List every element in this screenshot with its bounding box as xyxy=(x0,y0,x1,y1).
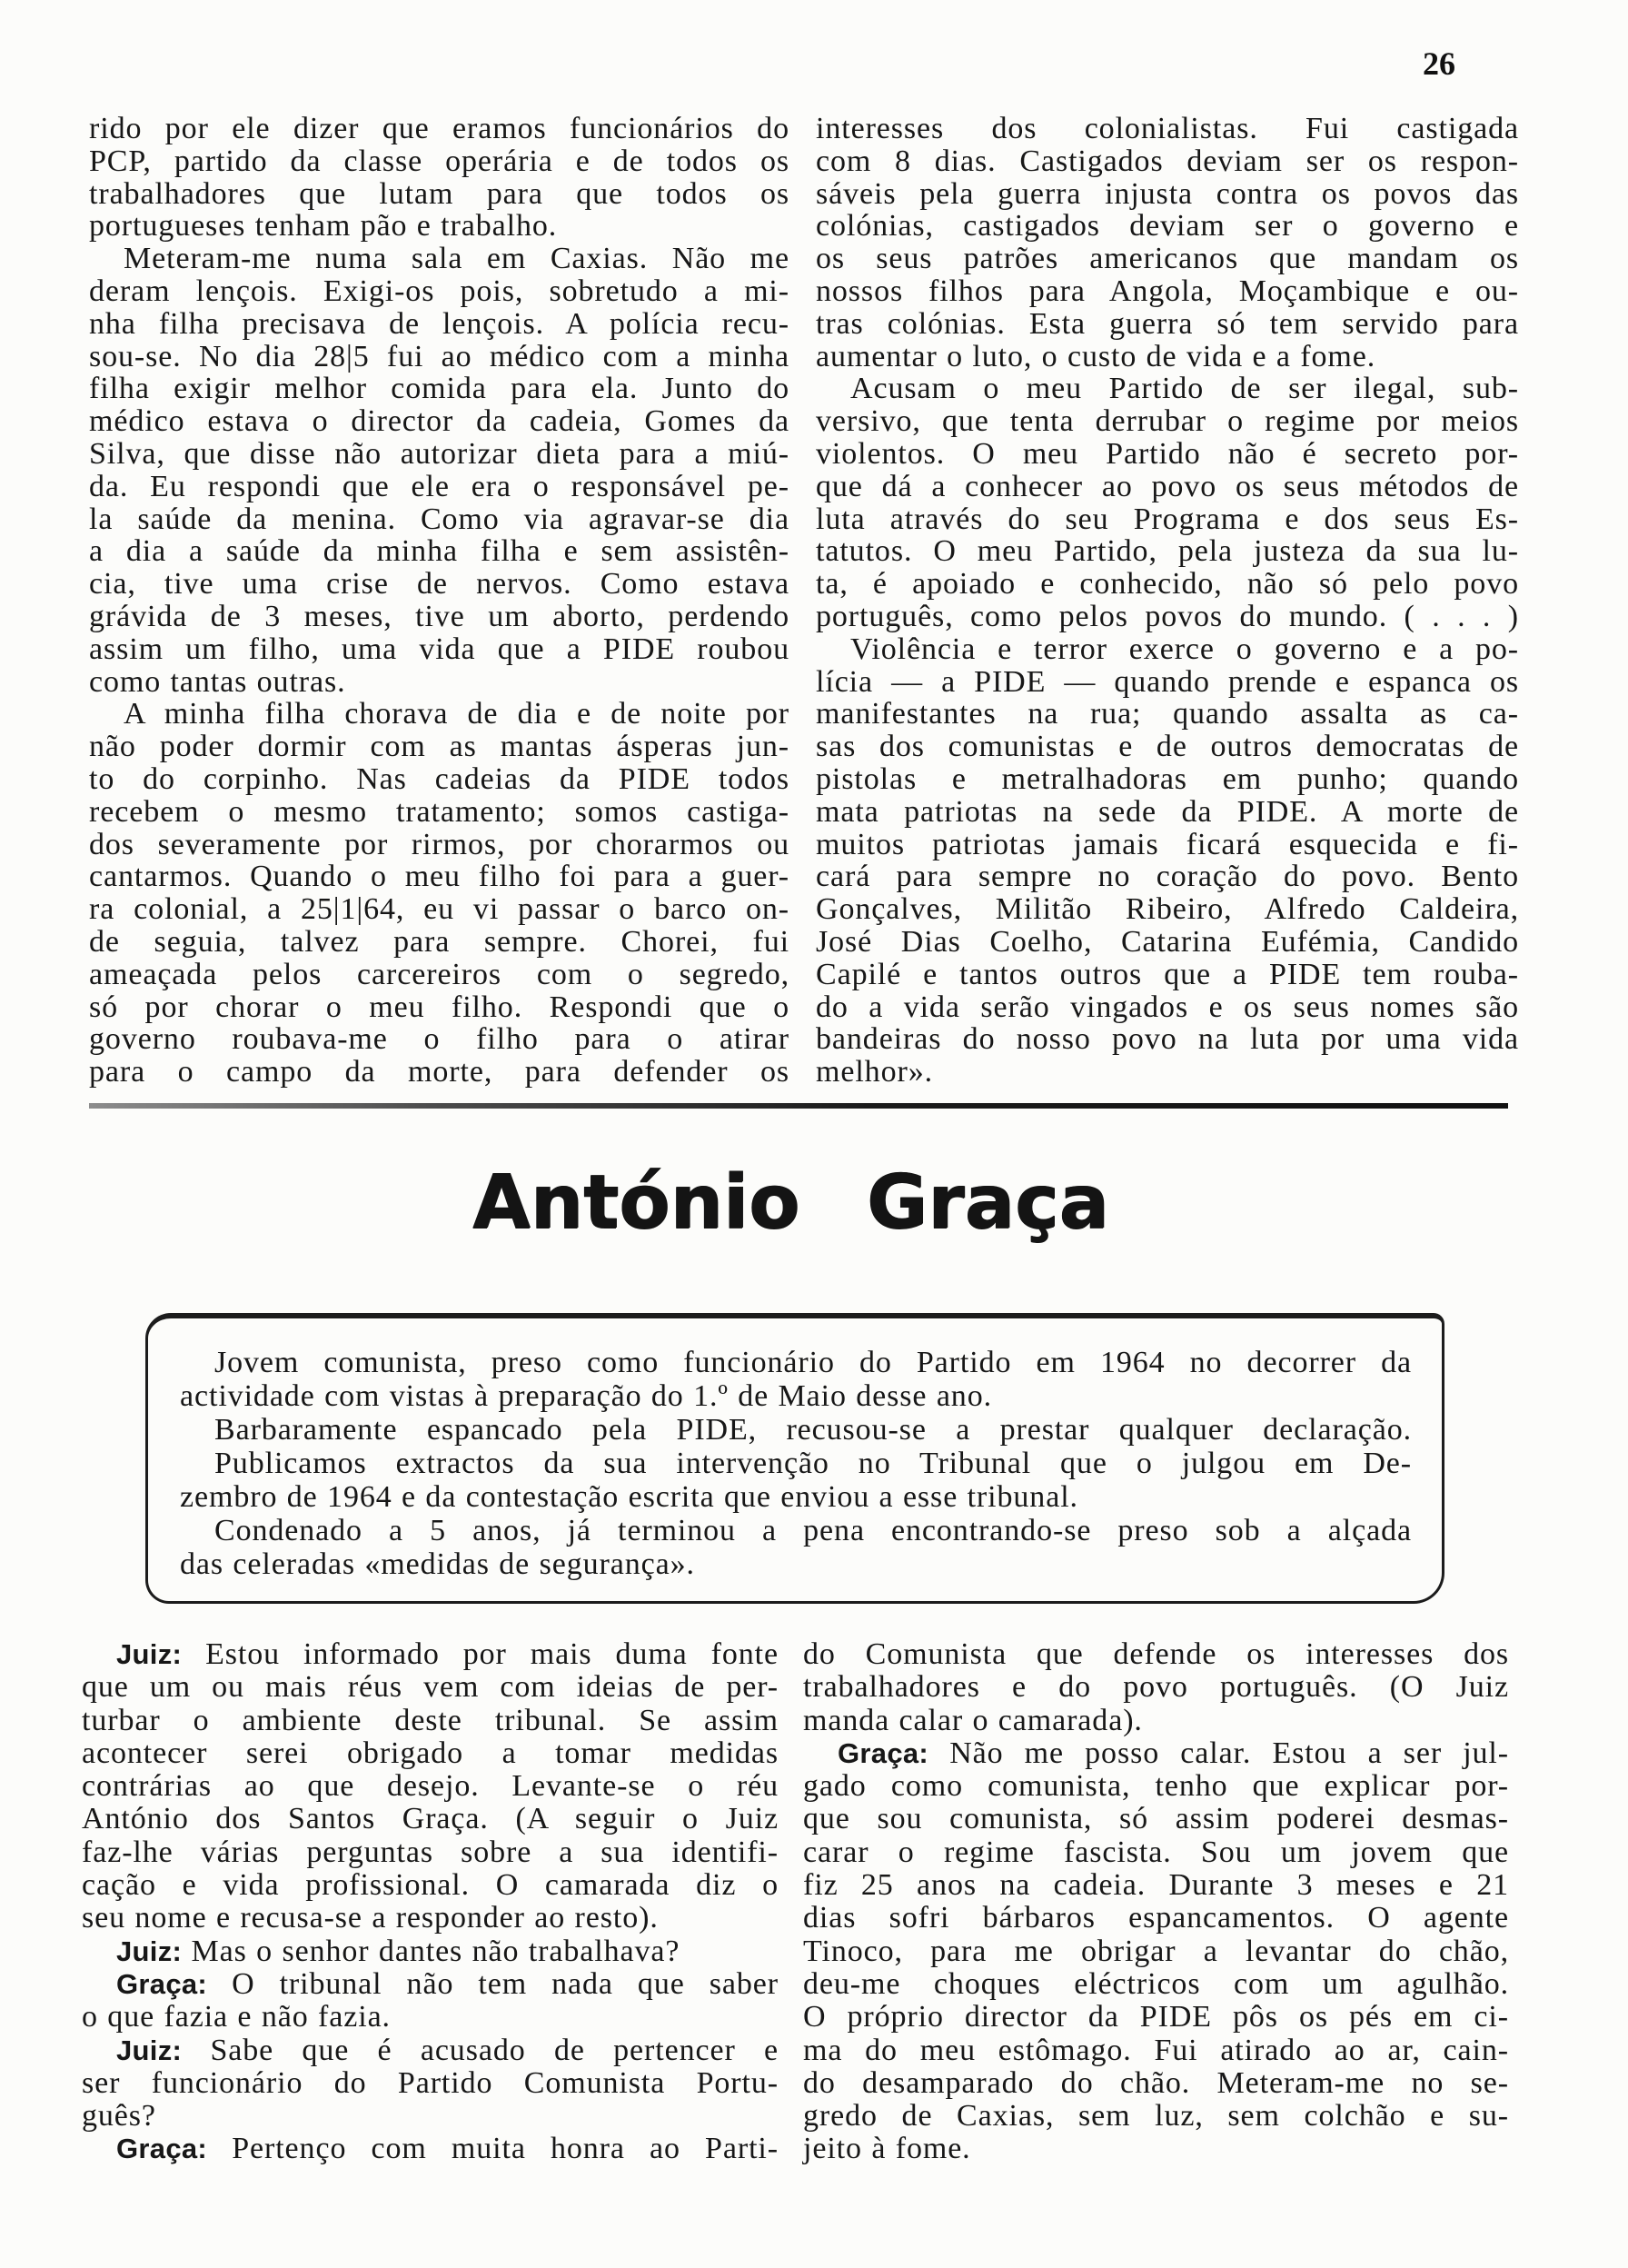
section-1-left-column xyxy=(89,113,789,1089)
line-text: de seguia, talvez para sempre. Chorei, fui xyxy=(89,924,789,959)
line-text: A minha filha chorava de dia e de noite por xyxy=(124,697,789,731)
dialogue-paragraph xyxy=(82,2133,779,2165)
text-line xyxy=(89,178,789,211)
line-text: rido por ele dizer que eramos funcionários do xyxy=(89,112,789,145)
text-line xyxy=(816,243,1519,275)
line-text: do a vida serão vingados e os seus nomes são xyxy=(816,990,1519,1024)
line-text: recebem o mesmo tratamento; somos castiga- xyxy=(89,794,789,829)
text-line xyxy=(89,275,789,308)
paragraph xyxy=(89,243,789,698)
line-text: médico estava o director da cadeia, Gomes da xyxy=(89,404,789,439)
paragraph xyxy=(803,1638,1509,1737)
text-line xyxy=(816,860,1519,893)
text-line xyxy=(816,471,1519,503)
line-text: ra colonial, a 25|1|64, eu vi passar o barco on- xyxy=(89,892,789,927)
dialogue-paragraph xyxy=(82,1638,779,1935)
line-text: português, como pelos povos do mundo. ( . . . ) xyxy=(816,599,1519,633)
text-line xyxy=(89,471,789,503)
line-text: faz-lhe várias perguntas sobre a sua identifi- xyxy=(82,1835,779,1869)
text-line xyxy=(89,601,789,633)
dialogue-paragraph xyxy=(82,1935,779,1968)
text-line xyxy=(816,633,1519,666)
line-text: Barbaramente espancado pela PIDE, recusou-se a prestar qualquer declaração. xyxy=(214,1413,1412,1447)
speaker-label: Juiz: xyxy=(116,1638,183,1670)
text-line xyxy=(89,568,789,601)
text-line xyxy=(82,1671,779,1704)
line-text: António dos Santos Graça. (A seguir o Juiz xyxy=(82,1802,779,1836)
text-line xyxy=(89,341,789,373)
text-line xyxy=(803,1869,1509,1902)
text-line xyxy=(89,243,789,275)
text-line xyxy=(89,633,789,666)
line-text: os seus patrões americanos que mandam os xyxy=(816,242,1519,276)
text-line xyxy=(82,2100,779,2133)
line-text: não poder dormir com as mantas ásperas jun- xyxy=(89,730,789,764)
line-text: pistolas e metralhadoras em punho; quando xyxy=(816,761,1519,796)
line-text: lícia — a PIDE — quando prende e espanca os xyxy=(816,664,1519,699)
line-text: com 8 dias. Castigados deviam ser os respon- xyxy=(816,144,1519,178)
line-text: Condenado a 5 anos, já terminou a pena encontrando-se preso sob a alçada xyxy=(214,1514,1412,1547)
line-text: como tantas outras. xyxy=(89,664,346,699)
text-line xyxy=(82,1869,779,1902)
line-text: trabalhadores que lutam para que todos os xyxy=(89,176,789,211)
line-text: O próprio director da PIDE pôs os pés em ci- xyxy=(803,2000,1509,2034)
line-text: cação e vida profissional. O camarada diz o xyxy=(82,1868,779,1903)
text-line xyxy=(816,308,1519,341)
text-line xyxy=(816,178,1519,211)
dialogue-paragraph xyxy=(803,1737,1509,2166)
text-line xyxy=(816,113,1519,145)
line-text: tras colónias. Esta guerra só tem servido para xyxy=(816,306,1519,341)
text-line xyxy=(89,145,789,178)
text-line xyxy=(816,535,1519,568)
line-text: manda calar o camarada). xyxy=(803,1703,1143,1737)
text-line xyxy=(82,1737,779,1770)
line-text: bandeiras do nosso povo na luta por uma vida xyxy=(816,1022,1519,1057)
text-line xyxy=(816,698,1519,731)
line-text: aumentar o luto, o custo de vida e a fome. xyxy=(816,339,1376,373)
line-text: carar o regime fascista. Sou um jovem que xyxy=(803,1835,1509,1869)
paragraph xyxy=(816,633,1519,1089)
paragraph xyxy=(816,113,1519,373)
text-line xyxy=(89,991,789,1024)
text-line xyxy=(82,1935,779,1968)
text-line xyxy=(816,210,1519,243)
paragraph xyxy=(180,1514,1412,1581)
text-line xyxy=(816,373,1519,405)
line-text: actividade com vistas à preparação do 1.º de Maio desse ano. xyxy=(180,1379,993,1413)
paragraph xyxy=(180,1447,1412,1514)
line-text: filha exigir melhor comida para ela. Junto do xyxy=(89,372,789,406)
text-line xyxy=(816,341,1519,373)
speaker-label: Graça: xyxy=(116,1967,208,2000)
text-line xyxy=(89,796,789,829)
paragraph xyxy=(180,1346,1412,1413)
line-text: trabalhadores e do povo português. (O Juiz xyxy=(803,1670,1509,1705)
text-line xyxy=(89,698,789,731)
text-line xyxy=(89,210,789,243)
line-text: versivo, que tenta derrubar o regime por meios xyxy=(816,404,1519,439)
line-text: Capilé e tantos outros que a PIDE tem rouba- xyxy=(816,957,1519,991)
text-line xyxy=(803,2001,1509,2034)
text-line xyxy=(803,2067,1509,2100)
line-text: deram lençois. Exigi-os pois, sobretudo a mi- xyxy=(89,274,789,308)
text-line xyxy=(89,926,789,959)
text-line xyxy=(180,1480,1412,1514)
text-line xyxy=(82,2034,779,2067)
line-text: muitos patriotas jamais ficará esquecida e fi- xyxy=(816,827,1519,861)
line-text: do desamparado do chão. Meteram-me no se- xyxy=(803,2065,1509,2100)
line-text: Tinoco, para me obrigar a levantar do chão, xyxy=(803,1934,1509,1968)
line-text: turbar o ambiente deste tribunal. Se assim xyxy=(82,1703,779,1737)
text-line xyxy=(89,893,789,926)
line-text: tatutos. O meu Partido, pela justeza da sua lu- xyxy=(816,534,1519,569)
text-line xyxy=(816,893,1519,926)
line-text: Não me posso calar. Estou a ser jul- xyxy=(949,1736,1510,1770)
text-line xyxy=(180,1413,1412,1447)
text-line xyxy=(89,860,789,893)
line-text: da. Eu respondi que ele era o responsável pe- xyxy=(89,469,789,503)
text-line xyxy=(89,1056,789,1089)
line-text: guês? xyxy=(82,2099,156,2134)
text-line xyxy=(89,666,789,699)
speaker-label: Graça: xyxy=(838,1736,929,1769)
text-line xyxy=(816,796,1519,829)
line-text: manifestantes na rua; quando assalta as ca- xyxy=(816,697,1519,731)
text-line xyxy=(803,1968,1509,2001)
paragraph xyxy=(816,373,1519,632)
text-line xyxy=(89,373,789,405)
line-text: luta através do seu Programa e dos seus Es- xyxy=(816,502,1519,536)
speaker-label: Juiz: xyxy=(116,1935,183,1967)
paragraph xyxy=(89,698,789,1089)
line-text: to do corpinho. Nas cadeias da PIDE todos xyxy=(89,761,789,796)
section-divider-rule xyxy=(89,1103,1508,1109)
line-text: assim um filho, uma vida que a PIDE roubou xyxy=(89,632,789,666)
intro-box-text xyxy=(180,1346,1412,1581)
text-line xyxy=(816,601,1519,633)
text-line xyxy=(816,763,1519,796)
text-line xyxy=(803,1705,1509,1737)
text-line xyxy=(89,763,789,796)
article-left-column xyxy=(82,1638,779,2166)
text-line xyxy=(816,405,1519,438)
line-text: Gonçalves, Militão Ribeiro, Alfredo Caldeira, xyxy=(816,892,1519,927)
text-line xyxy=(816,666,1519,699)
line-text: do Comunista que defende os interesses dos xyxy=(803,1637,1509,1671)
article-title: António Graça xyxy=(472,1159,1109,1246)
line-text: jeito à fome. xyxy=(803,2132,971,2166)
line-text: Sabe que é acusado de pertencer e xyxy=(210,2033,779,2067)
text-line xyxy=(89,535,789,568)
line-text: das celeradas «medidas de segurança». xyxy=(180,1547,695,1581)
article-right-column xyxy=(803,1638,1509,2166)
text-line xyxy=(803,2133,1509,2165)
text-line xyxy=(89,405,789,438)
text-line xyxy=(180,1547,1412,1581)
text-line xyxy=(803,1902,1509,1935)
line-text: ta, é apoiado e conhecido, não só pelo povo xyxy=(816,567,1519,602)
line-text: dos severamente por rirmos, por chorarmos ou xyxy=(89,827,789,861)
text-line xyxy=(816,991,1519,1024)
line-text: Meteram-me numa sala em Caxias. Não me xyxy=(124,242,789,276)
line-text: fiz 25 anos na cadeia. Durante 3 meses e 21 xyxy=(803,1868,1509,1903)
line-text: grávida de 3 meses, tive um aborto, perdendo xyxy=(89,599,789,633)
line-text: governo roubava-me o filho para o atirar xyxy=(89,1022,789,1057)
line-text: sou-se. No dia 28|5 fui ao médico com a minha xyxy=(89,339,789,373)
paragraph xyxy=(89,113,789,243)
text-line xyxy=(89,503,789,536)
text-line xyxy=(816,959,1519,991)
text-line xyxy=(816,1023,1519,1056)
speaker-label: Graça: xyxy=(116,2133,208,2165)
line-text: deu-me choques eléctricos com um agulhão. xyxy=(803,1966,1509,2001)
line-text: nossos filhos para Angola, Moçambique e ou- xyxy=(816,274,1519,308)
dialogue-paragraph xyxy=(82,2034,779,2134)
line-text: Estou informado por mais duma fonte xyxy=(205,1637,779,1671)
line-text: la saúde da menina. Como via agravar-se dia xyxy=(89,502,789,536)
text-line xyxy=(82,1705,779,1737)
text-line xyxy=(816,145,1519,178)
text-line xyxy=(82,1902,779,1935)
line-text: o que fazia e não fazia. xyxy=(82,2000,391,2034)
line-text: Publicamos extractos da sua intervenção no Tribunal que o julgou em De- xyxy=(214,1447,1412,1480)
line-text: Violência e terror exerce o governo e a po- xyxy=(850,632,1519,666)
text-line xyxy=(803,1671,1509,1704)
line-text: cará para sempre no coração do povo. Bento xyxy=(816,860,1519,894)
text-line xyxy=(82,1836,779,1869)
speaker-label: Juiz: xyxy=(116,2034,183,2066)
text-line xyxy=(816,438,1519,471)
line-text: Jovem comunista, preso como funcionário do Partido em 1964 no decorrer da xyxy=(214,1346,1412,1379)
line-text: cantarmos. Quando o meu filho foi para a guer- xyxy=(89,860,789,894)
line-text: nha filha precisava de lençois. A polícia recu- xyxy=(89,306,789,341)
line-text: que dá a conhecer ao povo os seus métodos de xyxy=(816,469,1519,503)
text-line xyxy=(816,1056,1519,1089)
line-text: sáveis pela guerra injusta contra os povos das xyxy=(816,176,1519,211)
text-line xyxy=(89,113,789,145)
line-text: ser funcionário do Partido Comunista Portu- xyxy=(82,2065,779,2100)
line-text: gredo de Caxias, sem luz, sem colchão e su- xyxy=(803,2099,1509,2134)
text-line xyxy=(82,2133,779,2165)
text-line xyxy=(816,926,1519,959)
line-text: acontecer serei obrigado a tomar medidas xyxy=(82,1736,779,1770)
text-line xyxy=(816,731,1519,763)
text-line xyxy=(82,1770,779,1803)
text-line xyxy=(180,1379,1412,1413)
line-text: ameaçada pelos carcereiros com o segredo, xyxy=(89,957,789,991)
text-line xyxy=(180,1447,1412,1480)
text-line xyxy=(803,1770,1509,1803)
line-text: PCP, partido da classe operária e de todos os xyxy=(89,144,789,178)
text-line xyxy=(803,1737,1509,1770)
text-line xyxy=(82,1638,779,1671)
line-text: portugueses tenham pão e trabalho. xyxy=(89,209,558,244)
text-line xyxy=(803,1638,1509,1671)
line-text: colónias, castigados deviam ser o governo e xyxy=(816,209,1519,244)
text-line xyxy=(180,1514,1412,1547)
text-line xyxy=(82,2067,779,2100)
line-text: José Dias Coelho, Catarina Eufémia, Candido xyxy=(816,924,1519,959)
text-line xyxy=(180,1346,1412,1379)
text-line xyxy=(816,275,1519,308)
text-line xyxy=(89,731,789,763)
text-line xyxy=(803,2034,1509,2067)
line-text: dias sofri bárbaros espancamentos. O agente xyxy=(803,1901,1509,1935)
text-line xyxy=(816,503,1519,536)
text-line xyxy=(82,1803,779,1835)
text-line xyxy=(803,1836,1509,1869)
text-line xyxy=(89,959,789,991)
line-text: violentos. O meu Partido não é secreto por- xyxy=(816,436,1519,471)
section-1-right-column xyxy=(816,113,1519,1089)
text-line xyxy=(82,2001,779,2034)
line-text: O tribunal não tem nada que saber xyxy=(232,1966,779,2001)
page-number: 26 xyxy=(1423,45,1455,82)
line-text: Pertenço com muita honra ao Parti- xyxy=(232,2132,779,2166)
line-text: a dia a saúde da minha filha e sem assistên- xyxy=(89,534,789,569)
text-line xyxy=(816,568,1519,601)
line-text: contrárias ao que desejo. Levante-se o réu xyxy=(82,1769,779,1804)
line-text: que sou comunista, só assim poderei desmas- xyxy=(803,1802,1509,1836)
line-text: que um ou mais réus vem com ideias de per- xyxy=(82,1670,779,1705)
text-line xyxy=(89,438,789,471)
line-text: ma do meu estômago. Fui atirado ao ar, cain- xyxy=(803,2033,1509,2067)
text-line xyxy=(816,829,1519,861)
line-text: só por chorar o meu filho. Respondi que o xyxy=(89,990,789,1024)
line-text: Silva, que disse não autorizar dieta para a miú- xyxy=(89,436,789,471)
text-line xyxy=(803,1803,1509,1835)
line-text: para o campo da morte, para defender os xyxy=(89,1055,789,1089)
line-text: Acusam o meu Partido de ser ilegal, sub- xyxy=(850,372,1519,406)
line-text: melhor». xyxy=(816,1055,934,1089)
text-line xyxy=(89,308,789,341)
line-text: interesses dos colonialistas. Fui castigada xyxy=(816,112,1519,145)
line-text: gado como comunista, tenho que explicar por- xyxy=(803,1769,1509,1804)
line-text: seu nome e recusa-se a responder ao resto). xyxy=(82,1901,659,1935)
line-text: Mas o senhor dantes não trabalhava? xyxy=(191,1934,680,1968)
line-text: sas dos comunistas e de outros democratas de xyxy=(816,730,1519,764)
line-text: zembro de 1964 e da contestação escrita que enviou a esse tribunal. xyxy=(180,1480,1078,1514)
dialogue-paragraph xyxy=(82,1968,779,2034)
text-line xyxy=(89,829,789,861)
text-line xyxy=(803,2100,1509,2133)
line-text: mata patriotas na sede da PIDE. A morte de xyxy=(816,794,1519,829)
text-line xyxy=(82,1968,779,2001)
text-line xyxy=(89,1023,789,1056)
line-text: cia, tive uma crise de nervos. Como estava xyxy=(89,567,789,602)
paragraph xyxy=(180,1413,1412,1447)
text-line xyxy=(803,1935,1509,1968)
